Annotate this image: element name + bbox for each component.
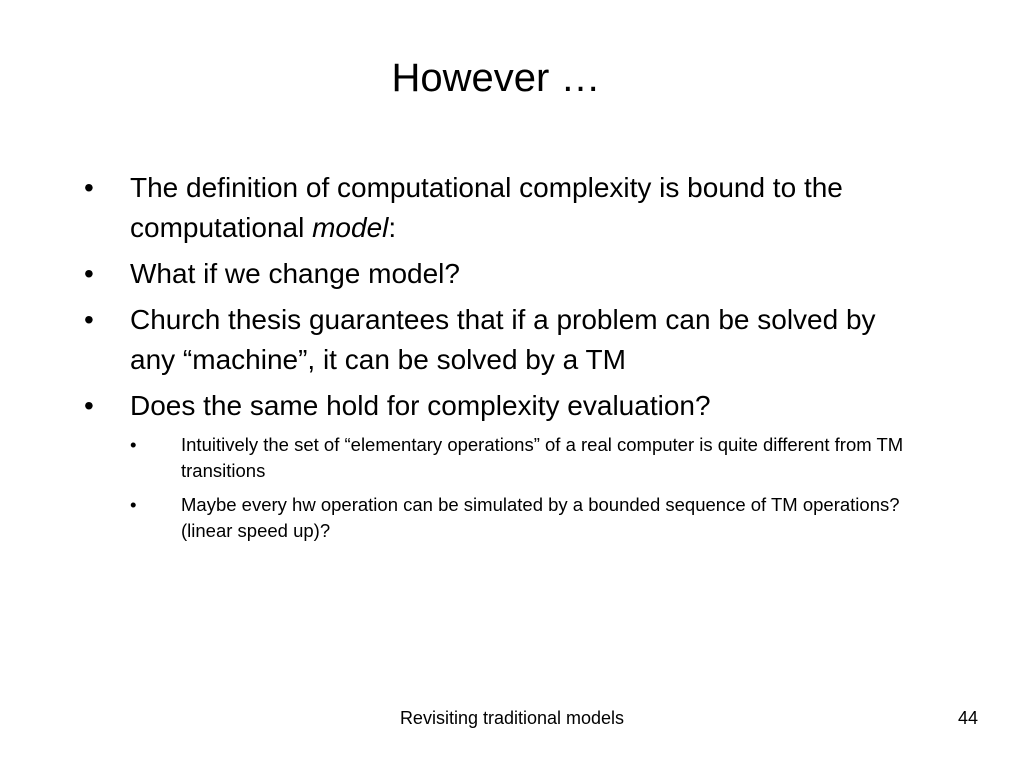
slide-title: However … — [391, 56, 601, 100]
sub-bullet-marker: • — [130, 434, 137, 455]
bullet-item — [0, 254, 920, 294]
footer-title: Revisiting traditional models — [399, 708, 625, 728]
sub-bullet-item — [0, 432, 921, 484]
bullet-marker: • — [84, 172, 94, 203]
bullet-marker: • — [84, 304, 94, 335]
bullet-item — [0, 168, 920, 248]
sub-bullet-item — [0, 492, 921, 544]
page-number: 44 — [957, 708, 978, 728]
bullet-list — [0, 168, 1024, 552]
sub-bullet-text: Intuitively the set of “elementary operations” of a real computer is quite different from TM transitions — [181, 434, 904, 481]
bullet-item — [0, 386, 920, 426]
bullet-text: Does the same hold for complexity evaluation? — [130, 390, 711, 421]
bullet-text-emphasis: model — [312, 212, 389, 243]
bullet-item — [0, 300, 920, 380]
bullet-text: Church thesis guarantees that if a problem can be solved by any “machine”, it can be solved by a TM — [130, 304, 876, 375]
bullet-marker: • — [84, 258, 94, 289]
bullet-text: What if we change model? — [130, 258, 460, 289]
bullet-marker: • — [84, 390, 94, 421]
bullet-text: The definition of computational complexity is bound to the computational — [130, 172, 843, 243]
sub-bullet-text: Maybe every hw operation can be simulated by a bounded sequence of TM operations? (linear speed up)? — [181, 494, 900, 541]
bullet-text: : — [388, 212, 397, 243]
sub-bullet-marker: • — [130, 494, 137, 515]
